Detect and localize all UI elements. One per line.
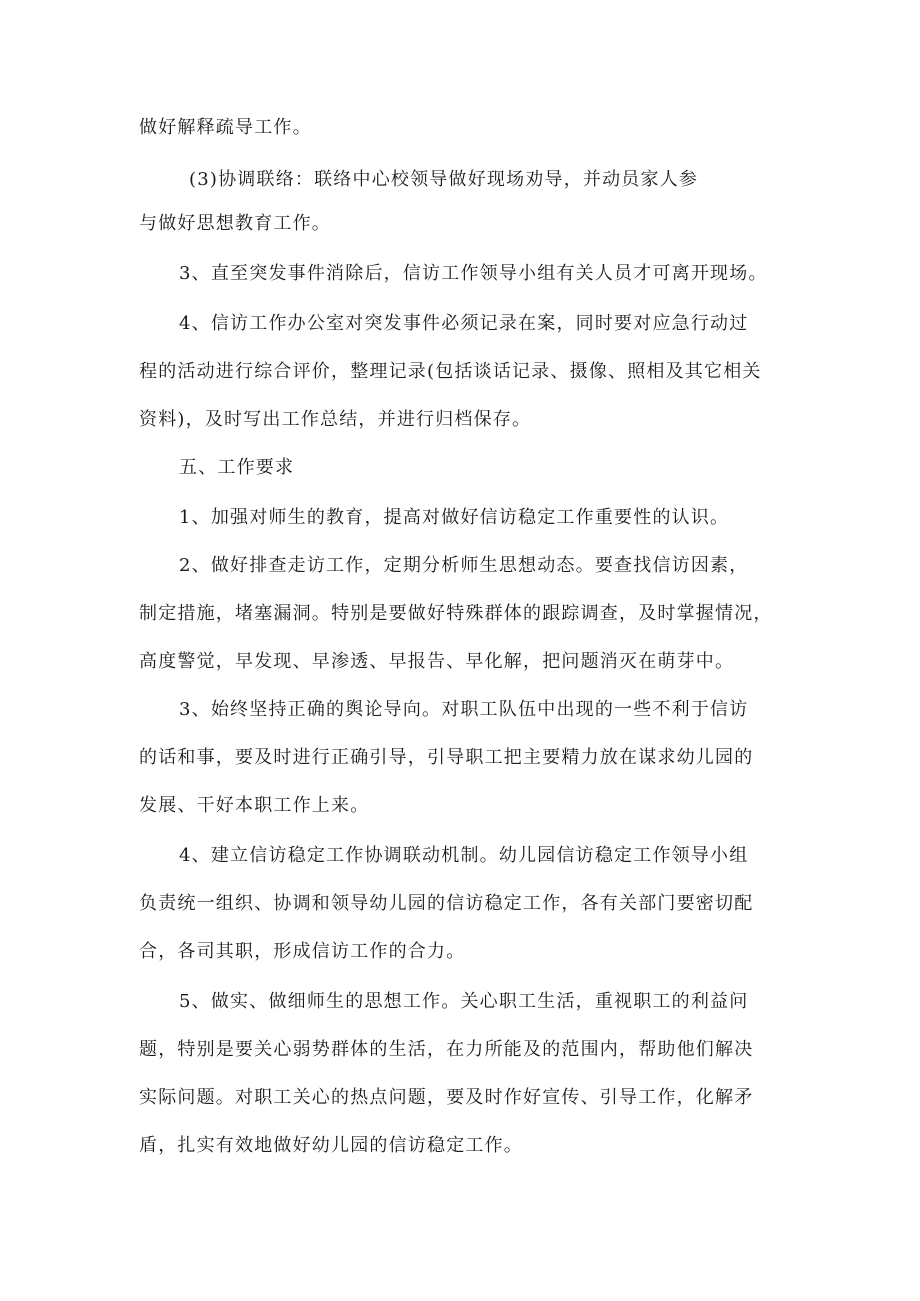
text-line: 3、始终坚持正确的舆论导向。对职工队伍中出现的一些不利于信访: [179, 699, 749, 720]
text-line: 4、建立信访稳定工作协调联动机制。幼儿园信访稳定工作领导小组: [179, 845, 749, 866]
text-line: 的话和事，要及时进行正确引导，引导职工把主要精力放在谋求幼儿园的: [139, 747, 754, 768]
text-line: 1、加强对师生的教育，提高对做好信访稳定工作重要性的认识。: [179, 507, 730, 528]
text-line: (3)协调联络：联络中心校领导做好现场劝导，并动员家人参: [189, 169, 699, 190]
text-line: 5、做实、做细师生的思想工作。关心职工生活，重视职工的利益问: [179, 991, 749, 1012]
text-line: 与做好思想教育工作。: [139, 213, 331, 234]
section-heading: 五、工作要求: [179, 457, 295, 478]
text-line: 3、直至突发事件消除后，信访工作领导小组有关人员才可离开现场。: [179, 263, 768, 284]
text-line: 资料)，及时写出工作总结，并进行归档保存。: [139, 409, 532, 430]
text-line: 题，特别是要关心弱势群体的生活，在力所能及的范围内，帮助他们解决: [139, 1039, 754, 1060]
text-line: 实际问题。对职工关心的热点问题，要及时作好宣传、引导工作，化解矛: [139, 1087, 754, 1108]
text-line: 盾，扎实有效地做好幼儿园的信访稳定工作。: [139, 1135, 523, 1156]
text-line: 高度警觉，早发现、早渗透、早报告、早化解，把问题消灭在萌芽中。: [139, 651, 735, 672]
text-line: 发展、干好本职工作上来。: [139, 795, 370, 816]
text-line: 程的活动进行综合评价，整理记录(包括谈话记录、摄像、照相及其它相关: [139, 361, 762, 382]
text-line: 2、做好排查走访工作，定期分析师生思想动态。要查找信访因素，: [179, 555, 749, 576]
text-line: 做好解释疏导工作。: [139, 117, 312, 138]
text-line: 负责统一组织、协调和领导幼儿园的信访稳定工作，各有关部门要密切配: [139, 893, 754, 914]
text-line: 4、信访工作办公室对突发事件必须记录在案，同时要对应急行动过: [179, 313, 749, 334]
text-line: 制定措施，堵塞漏洞。特别是要做好特殊群体的跟踪调查，及时掌握情况，: [139, 603, 773, 624]
text-line: 合，各司其职，形成信访工作的合力。: [139, 941, 466, 962]
